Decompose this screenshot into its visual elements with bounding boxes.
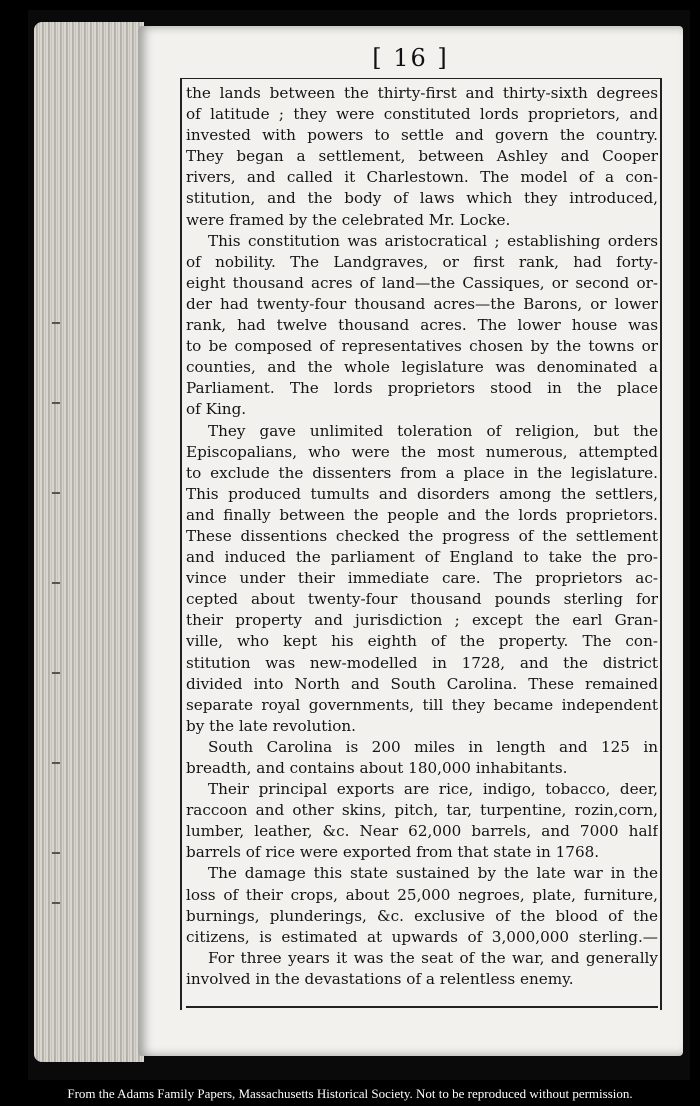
text-block (180, 78, 662, 1010)
text-line: der had twenty-four thousand acres—the Barons, or lower (186, 294, 658, 313)
text-line: ville, who kept his eighth of the property. The con- (186, 632, 658, 651)
text-line: to be composed of representatives chosen by the towns or (186, 337, 658, 356)
copyright-footer: From the Adams Family Papers, Massachusetts Historical Society. Not to be reproduced without permission. (67, 1086, 633, 1101)
text-line: stitution was new-modelled in 1728, and the district (186, 653, 658, 672)
page-number: [ 16 ] (372, 44, 449, 72)
text-line: by the late revolution. (186, 716, 356, 735)
text-line: Their principal exports are rice, indigo, tobacco, deer, (208, 780, 658, 799)
text-line: separate royal governments, till they became independent (186, 695, 658, 714)
text-line: involved in the devastations of a relentless enemy. (186, 969, 574, 988)
text-line: This constitution was aristocratical ; establishing orders (208, 231, 658, 250)
text-line: divided into North and South Carolina. These remained (186, 674, 658, 693)
text-line: raccoon and other skins, pitch, tar, turpentine, rozin,corn, (186, 801, 658, 820)
text-line: loss of their crops, about 25,000 negroes, plate, furniture, (186, 885, 658, 904)
text-line: This produced tumults and disorders among the settlers, (186, 484, 658, 503)
text-line: of nobility. The Landgraves, or first rank, had forty- (186, 252, 658, 271)
text-line: burnings, plunderings, &c. exclusive of the blood of the (186, 906, 658, 925)
text-line: Episcopalians, who were the most numerous, attempted (186, 442, 658, 461)
text-line: These dissentions checked the progress of the settlement (186, 526, 658, 545)
text-line: to exclude the dissenters from a place in the legislature. (186, 463, 658, 482)
page-edges (34, 22, 144, 1062)
text-line: eight thousand acres of land—the Cassiques, or second or- (186, 273, 658, 292)
text-line: They began a settlement, between Ashley and Cooper (186, 147, 658, 166)
text-line: South Carolina is 200 miles in length and 125 in (208, 737, 658, 756)
text-line: their property and jurisdiction ; except the earl Gran- (186, 611, 658, 630)
book-page (138, 26, 683, 1056)
text-line: lumber, leather, &c. Near 62,000 barrels, and 7000 half (186, 822, 658, 841)
text-line: and induced the parliament of England to take the pro- (186, 548, 658, 567)
text-line: They gave unlimited toleration of religion, but the (208, 421, 658, 440)
text-line: stitution, and the body of laws which they introduced, (186, 189, 658, 208)
bottom-rule (186, 1006, 658, 1008)
text-line: and finally between the people and the lords proprietors. (186, 505, 658, 524)
text-line: were framed by the celebrated Mr. Locke. (186, 210, 511, 229)
text-line: citizens, is estimated at upwards of 3,000,000 sterling.— (186, 927, 658, 946)
text-line: rivers, and called it Charlestown. The model of a con- (186, 168, 658, 187)
text-line: vince under their immediate care. The proprietors ac- (186, 569, 658, 588)
text-line: rank, had twelve thousand acres. The lower house was (186, 316, 658, 335)
text-line: of latitude ; they were constituted lords proprietors, and (186, 105, 658, 124)
text-line: of King. (186, 400, 247, 419)
text-line: the lands between the thirty-first and thirty-sixth degrees (186, 84, 658, 102)
text-line: cepted about twenty-four thousand pounds sterling for (186, 590, 658, 609)
text-line: breadth, and contains about 180,000 inhabitants. (186, 759, 568, 777)
text-line: invested with powers to settle and govern the country. (186, 126, 658, 145)
text-line: barrels of rice were exported from that state in 1768. (186, 843, 600, 862)
text-line: Parliament. The lords proprietors stood in the place (186, 379, 658, 398)
text-line: The damage this state sustained by the late war in the (208, 864, 658, 883)
text-line: For three years it was the seat of the war, and generally (208, 948, 658, 967)
text-line: counties, and the whole legislature was denominated a (186, 358, 658, 377)
